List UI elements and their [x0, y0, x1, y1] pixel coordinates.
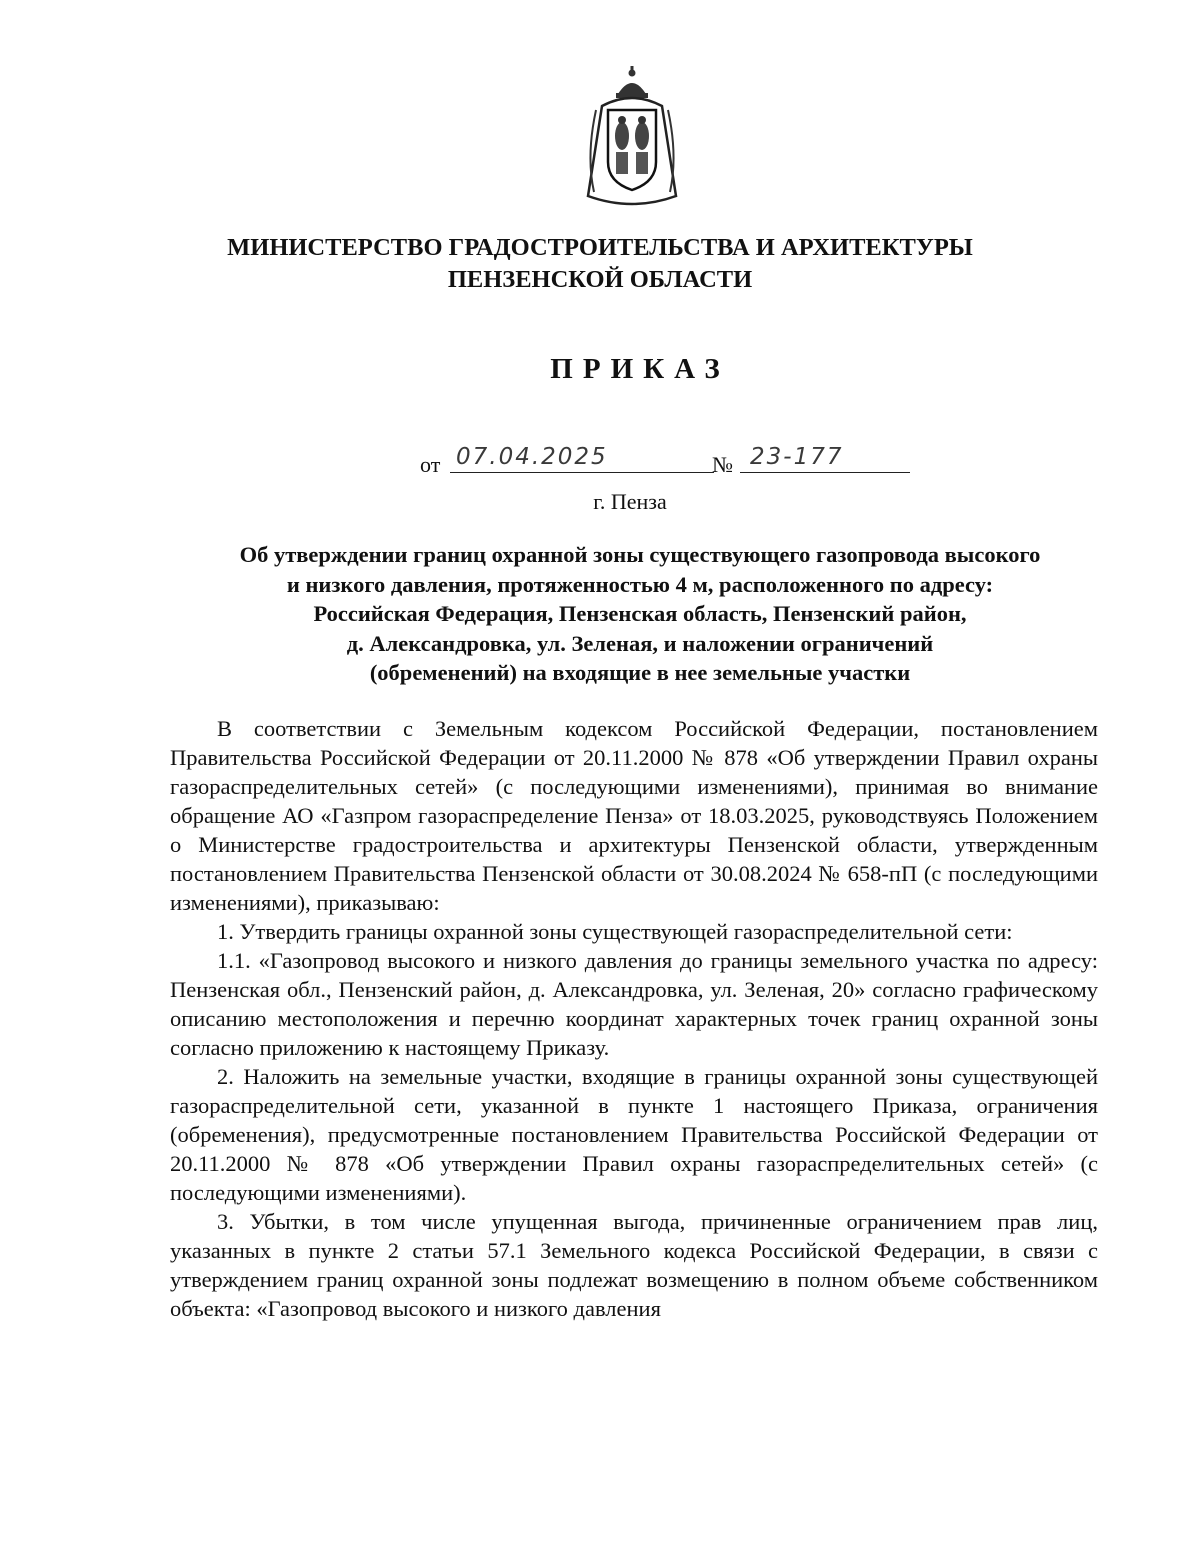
- date-number-line: [420, 444, 900, 480]
- handwritten-number: 23-177: [740, 444, 910, 473]
- city-name: г. Пенза: [593, 489, 667, 514]
- subject-line: д. Александровка, ул. Зеленая, и наложении ограничений: [346, 630, 934, 656]
- subject-line: Российская Федерация, Пензенская область, Пензенский район,: [313, 601, 967, 626]
- subject-line: и низкого давления, протяженностью 4 м, расположенного по адресу:: [286, 571, 994, 597]
- subject-line: (обременений) на входящие в нее земельные участки: [369, 660, 911, 685]
- date-from-label: от: [420, 452, 441, 477]
- subject-line: Об утверждении границ охранной зоны существующего газопровода высокого: [239, 542, 1041, 567]
- body-paragraph-item-3: 3. Убытки, в том числе упущенная выгода, причиненные ограничением прав лиц, указанных в пункте 2 статьи 57.1 Земельного кодекса Российской Федерации, в связи с утверждением границ охранной зоны подлежат возмещению в полном объеме собственником объекта: «Газопровод высокого и низкого давления: [170, 1209, 1098, 1321]
- coat-of-arms-icon: [580, 66, 684, 210]
- document-type-title: ПРИКАЗ: [550, 353, 730, 385]
- ministry-name-line2: ПЕНЗЕНСКОЙ ОБЛАСТИ: [447, 266, 753, 293]
- body-paragraph-item-1: 1. Утвердить границы охранной зоны существующей газораспределительной сети:: [217, 919, 1013, 944]
- body-paragraph-item-2: 2. Наложить на земельные участки, входящие в границы охранной зоны существующей газораспределительной сети, указанной в пункте 1 настоящего Приказа, ограничения (обременения), предусмотренные постановлением Правительства Российской Федерации от 20.11.2000 № 878 «Об утверждении Правил охраны газораспределительных сетей» (с последующими изменениями).: [170, 1064, 1098, 1205]
- body-paragraph-item-1-1: 1.1. «Газопровод высокого и низкого давления до границы земельного участка по адресу: Пензенская обл., Пензенский район, д. Александровка, ул. Зеленая, 20» согласно графическому описанию местоположения и перечню координат характерных точек границ охранной зоны согласно приложению к настоящему Приказу.: [170, 948, 1098, 1060]
- order-body: [170, 714, 1098, 1323]
- number-label: №: [712, 452, 733, 477]
- ministry-name-line1: МИНИСТЕРСТВО ГРАДОСТРОИТЕЛЬСТВА И АРХИТЕКТУРЫ: [227, 234, 973, 261]
- body-paragraph-preamble: В соответствии с Земельным кодексом Российской Федерации, постановлением Правительства Российской Федерации от 20.11.2000 № 878 «Об утверждении Правил охраны газораспределительных сетей» (с последующими изменениями), принимая во внимание обращение АО «Газпром газораспределение Пенза» от 18.03.2025, руководствуясь Положением о Министерстве градостроительства и архитектуры Пензенской области, утвержденным постановлением Правительства Пензенской области от 30.08.2024 № 658-пП (с последующими изменениями), приказываю:: [170, 716, 1098, 915]
- handwritten-date: 07.04.2025: [450, 444, 714, 473]
- order-subject: [160, 540, 1120, 688]
